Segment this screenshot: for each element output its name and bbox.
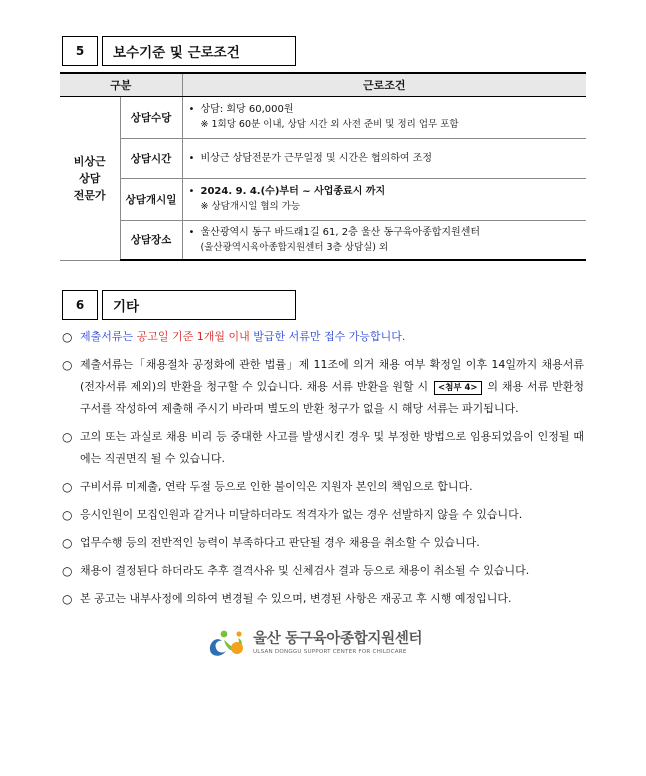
circle-bullet-icon: ○ (62, 358, 73, 372)
logo-name-english: ULSAN DONGGU SUPPORT CENTER FOR CHILDCARE (253, 648, 407, 655)
row-content (182, 220, 586, 260)
circle-bullet-icon: ○ (62, 330, 73, 344)
row-label: 상담개시일 (120, 178, 182, 220)
notice-text: 본 공고는 내부사정에 의하여 변경될 수 있으며, 변경된 사항은 재공고 후 시행 예정입니다. (80, 592, 512, 605)
circle-bullet-icon: ○ (62, 564, 73, 578)
section6-number: 6 (62, 290, 98, 320)
notice-list (62, 326, 584, 616)
row-label: 상담장소 (120, 220, 182, 260)
notice-item (62, 426, 584, 470)
notice-text-part: 제출서류는 (80, 330, 137, 343)
row-content (182, 138, 586, 178)
category-line: 비상근 (73, 154, 106, 168)
row-content (182, 96, 586, 138)
notice-text: 채용이 결정된다 하더라도 추후 결격사유 및 신체검사 결과 등으로 채용이 취소될 수 있습니다. (80, 564, 530, 577)
center-logo (207, 628, 422, 658)
category-line: 전문가 (73, 188, 106, 202)
logo-name-korean: 울산 동구육아종합지원센터 (253, 630, 423, 647)
attachment-badge: <첨부 4> (434, 381, 482, 395)
circle-bullet-icon: ○ (62, 430, 73, 444)
section6-title: 기타 (102, 290, 296, 320)
notice-text: 고의 또는 과실로 채용 비리 등 중대한 사고를 발생시킨 경우 및 부정한 방법으로 임용되었음이 인정될 때에는 직권면직 될 수 있습니다. (80, 430, 584, 465)
notice-text-part: 제출서류는「채용절차 공정화에 관한 법률」제 11조에 의거 채용 여부 확정일 이후 14일까지 채용서류(전자서류 제외)의 반환을 청구할 수 있습니다. 채용 서류 반환을 원할 시 (80, 358, 584, 393)
notice-text (80, 326, 584, 348)
bullet-icon: • (188, 186, 195, 197)
row-content (182, 178, 586, 220)
section5-title: 보수기준 및 근로조건 (102, 36, 296, 66)
notice-text-part: 의 채용 서류 반환청구서를 작성하여 제출해 주시기 바라며 별도의 반환 청구가 없을 시 해당 서류는 파기됩니다. (80, 380, 584, 415)
bullet-icon: • (188, 152, 195, 164)
notice-item (62, 326, 584, 348)
notice-item (62, 560, 584, 582)
notice-item (62, 504, 584, 526)
notice-text (80, 354, 584, 420)
notice-text: 업무수행 등의 전반적인 능력이 부족하다고 판단될 경우 채용을 취소할 수 있습니다. (80, 536, 480, 549)
notice-item (62, 532, 584, 554)
center-logo-icon (207, 628, 247, 658)
table-row (60, 178, 586, 220)
notice-text: 응시인원이 모집인원과 같거나 미달하더라도 적격자가 없는 경우 선발하지 않을 수 있습니다. (80, 508, 523, 521)
notice-item (62, 476, 584, 498)
table-row (60, 138, 586, 178)
row-note: (울산광역시육아종합지원센터 3층 상담실) 외 (200, 241, 389, 253)
section5-heading (62, 36, 296, 66)
row-main-text: 상담: 회당 60,000원 (200, 104, 294, 115)
row-note: ※ 1회당 60분 이내, 상담 시간 외 사전 준비 및 정리 업무 포함 (200, 119, 459, 130)
header-condition: 근로조건 (182, 73, 586, 96)
circle-bullet-icon: ○ (62, 508, 73, 522)
bullet-icon: • (188, 226, 195, 238)
section5-number: 5 (62, 36, 98, 66)
header-category: 구분 (60, 73, 182, 96)
row-main-text: 2024. 9. 4.(수)부터 ~ 사업종료시 까지 (200, 186, 386, 197)
bullet-icon: • (188, 104, 195, 115)
notice-item (62, 354, 584, 420)
notice-text-part: 발급한 서류만 접수 가능합니다. (249, 330, 406, 343)
section6-heading (62, 290, 296, 320)
working-conditions-table (60, 72, 586, 261)
row-note: ※ 상담개시일 협의 가능 (200, 201, 301, 212)
circle-bullet-icon: ○ (62, 536, 73, 550)
row-label: 상담수당 (120, 96, 182, 138)
notice-highlight: 공고일 기준 1개월 이내 (136, 330, 250, 343)
notice-text: 구비서류 미제출, 연락 두절 등으로 인한 불이익은 지원자 본인의 책임으로 합니다. (80, 480, 473, 493)
row-main-text: 비상근 상담전문가 근무일정 및 시간은 협의하여 조정 (200, 152, 433, 164)
row-main-text: 울산광역시 동구 바드래1길 61, 2층 울산 동구육아종합지원센터 (200, 226, 481, 238)
table-row (60, 96, 586, 138)
category-cell (60, 96, 120, 260)
category-line: 상담 (79, 171, 101, 185)
table-row (60, 220, 586, 260)
circle-bullet-icon: ○ (62, 480, 73, 494)
row-label: 상담시간 (120, 138, 182, 178)
circle-bullet-icon: ○ (62, 592, 73, 606)
notice-item (62, 588, 584, 610)
